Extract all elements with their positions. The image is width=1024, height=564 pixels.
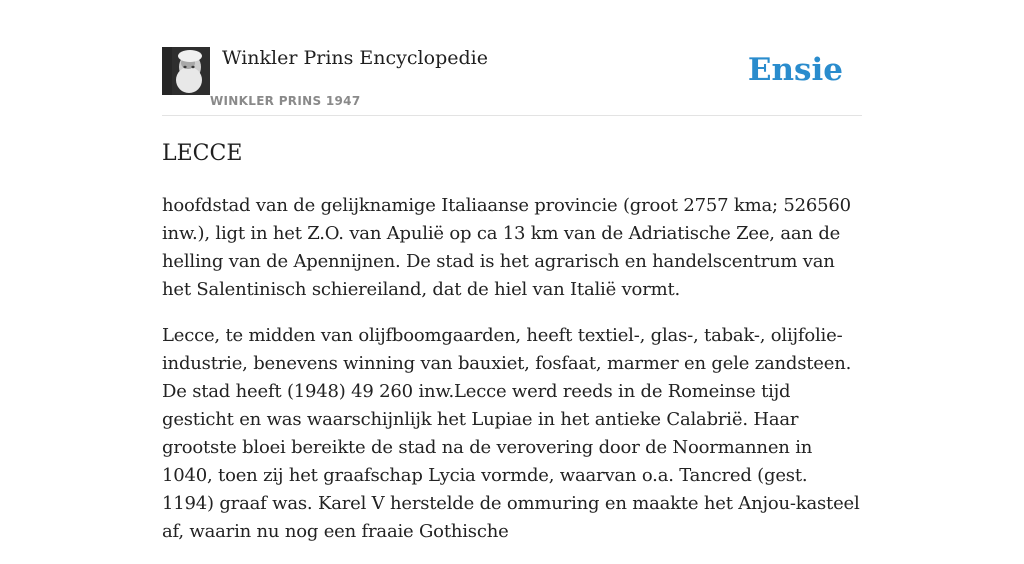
encyclopedia-name[interactable]: Winkler Prins Encyclopedie [222,47,488,69]
ensie-logo[interactable]: Ensie [747,52,843,88]
article-paragraph: Lecce, te midden van olijfboomgaarden, heeft textiel-, glas-, tabak-, olijfolie-industrie, benevens winning van bauxiet, fosfaat, marmer en gele zandsteen. De stad heeft (1948) 49 260 inw.Lecce werd reeds in de Romeinse tijd gesticht en was waarschijnlijk het Lupiae in het antieke Calabrië. Haar grootste bloei bereikte de stad na de verovering door de Noormannen in 1040, toen zij het graafschap Lycia vormde, waarvan o.a. Tancred (gest. 1194) graaf was. Karel V herstelde de ommuring en maakte het Anjou-kasteel af, waarin nu nog een fraaie Gothische [162,325,860,542]
author-avatar[interactable] [162,47,210,95]
article [162,138,862,564]
bearded-man-portrait-icon [162,47,210,95]
article-title: LECCE [162,141,243,166]
site-header [162,46,862,116]
article-paragraph: hoofdstad van de gelijknamige Italiaanse provincie (groot 2757 kma; 526560 inw.), ligt in het Z.O. van Apulië op ca 13 km van de Adriatische Zee, aan de helling van de Apennijnen. De stad is het agrarisch en handelscentrum van het Salentinisch schiereiland, dat de hiel van Italië vormt. [162,195,851,300]
edition-label: WINKLER PRINS 1947 [210,94,361,108]
article-body [162,192,862,546]
